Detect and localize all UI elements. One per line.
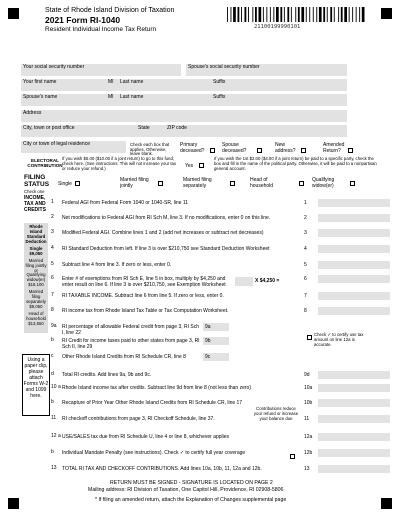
line-4-amount-field[interactable]: [318, 245, 390, 253]
spouse-deceased-label: Spouse deceased?: [222, 142, 247, 154]
line-12a-amount-field[interactable]: [318, 433, 390, 441]
footer-mailing-address: Mailing address: RI Division of Taxation, One Capitol Hill, Providence, RI 02908-5806: [88, 487, 284, 493]
line-5-amount-field[interactable]: [318, 261, 390, 269]
section-label: INCOME, TAX AND CREDITS: [24, 195, 46, 213]
line-text: RI percentage of allowable Federal credit from page 3, RI Sch I, line 22: [62, 324, 200, 336]
line-number: 4: [51, 245, 54, 251]
check-note: Check each box that applies. Otherwise, leave blank.: [130, 142, 170, 157]
coverage-checkbox[interactable]: [290, 454, 295, 459]
address-field[interactable]: Address: [21, 110, 347, 122]
amended-label: Amended Return?: [323, 142, 345, 154]
city-state-zip-row[interactable]: [21, 125, 347, 137]
deduction-separate: Married filing separately $9,050: [26, 289, 46, 310]
corner-marker: [8, 498, 19, 509]
line-ref: 11: [304, 416, 310, 422]
spouse-deceased-checkbox[interactable]: [257, 148, 262, 153]
line-ref: 10a: [304, 385, 313, 391]
footer-amended-note: * If filing an amended return, attach the Explanation of Changes supplemental page: [95, 497, 287, 503]
electoral-yes-label: Yes: [185, 163, 194, 169]
line-text: Individual Mandate Penalty (see instructions). Check ✓ to certify full year coverage: [62, 450, 246, 456]
amended-checkbox[interactable]: [348, 148, 353, 153]
line-ref: 6: [304, 276, 307, 282]
line-text: RI checkoff contributions from page 3, RI Checkoff Schedule, line 37.: [62, 416, 215, 422]
barcode: [227, 7, 367, 22]
line-number: 12 a: [51, 433, 61, 439]
line-number: 10 a: [51, 384, 61, 390]
line-9d-amount-field[interactable]: [318, 371, 390, 379]
new-address-label: New address?: [275, 142, 296, 154]
line-7-amount-field[interactable]: [318, 292, 390, 300]
line-number: b: [51, 399, 54, 405]
use-tax-certify-note: Check ✓ to certify use tax amount on line 12a is accurate.: [314, 332, 364, 347]
corner-marker: [381, 498, 392, 509]
corner-marker: [381, 8, 392, 19]
line-ref: 1: [304, 200, 307, 206]
deduction-hoh: Head of household $13,550: [26, 311, 46, 326]
filing-status-label: FILING STATUS: [24, 174, 50, 188]
line-text: RI TAXABLE INCOME. Subtract line 6 from line 5. If zero or less, enter 0.: [62, 293, 224, 299]
line-number: 7: [51, 292, 54, 298]
primary-deceased-checkbox[interactable]: [210, 148, 215, 153]
suffix-label: Suffix: [213, 79, 226, 85]
line-number: 13: [51, 465, 57, 471]
footer-signature-note: RETURN MUST BE SIGNED - SIGNATURE IS LOCATED ON PAGE 2: [110, 480, 273, 486]
line-13-amount-field[interactable]: [318, 465, 390, 473]
primary-deceased-label: Primary deceased?: [180, 142, 205, 154]
line-ref: 10b: [304, 400, 313, 406]
line-1-amount-field[interactable]: [318, 199, 390, 207]
line-text: RI income tax from Rhode Island Tax Table or Tax Computation Worksheet.: [62, 308, 229, 314]
filing-separate-label: Married filing separately: [183, 177, 212, 189]
line-ref: 9a: [205, 324, 211, 330]
line-ref: 9d: [304, 372, 310, 378]
line-number: 3: [51, 229, 54, 235]
line-ref: 4: [304, 246, 307, 252]
line-ref: 9b: [205, 338, 211, 344]
asterisk-icon: *: [95, 497, 99, 503]
line-number: b: [51, 449, 54, 455]
line-ref: 13: [304, 466, 310, 472]
agency-name: State of Rhode Island Division of Taxation: [45, 7, 175, 14]
line-ref: 8: [304, 308, 307, 314]
standard-deduction-box: [24, 223, 48, 333]
filing-hoh-label: Head of household: [250, 177, 274, 189]
city-label: City, town or post office: [23, 125, 75, 131]
line-3-amount-field[interactable]: [318, 229, 390, 237]
corner-marker: [8, 8, 19, 19]
use-tax-certify-checkbox[interactable]: [307, 335, 312, 340]
line-text: Federal AGI from Federal Form 1040 or 1040-SR, line 11: [62, 200, 189, 206]
line-12b-amount-field[interactable]: [318, 449, 390, 457]
filing-single-label: Single: [58, 181, 72, 187]
line-text: Enter # of exemptions from RI Sch E, line 5 in box, multiply by $4,250 and enter result on line 6. If line 3 is over $210,750, see Exemption Worksheet: [62, 276, 226, 288]
line-text: RI Standard Deduction from left. If line 3 is over $210,750 see Standard Deduction Worksheet: [62, 246, 270, 252]
first-name-label: Your first name: [23, 79, 57, 85]
line-text: Modified Federal AGI. Combine lines 1 and 2 (add net increases or subtract net decreases): [62, 230, 264, 236]
filing-hoh-checkbox[interactable]: [299, 181, 304, 186]
line-ref: 2: [304, 215, 307, 221]
state-label: State: [138, 125, 150, 131]
line-text: USE/SALES tax due from RI Schedule U, line 4 or line 8, whichever applies: [62, 434, 230, 440]
check-one-label: Check one: [24, 189, 45, 194]
spouse-name-label: Spouse's name: [23, 94, 58, 100]
line-text: Total RI credits. Add lines 9a, 9b and 9c.: [62, 372, 152, 378]
line-ref: 12a: [304, 434, 313, 440]
line-ref: 12b: [304, 450, 313, 456]
new-address-checkbox[interactable]: [301, 148, 306, 153]
filing-separate-checkbox[interactable]: [230, 181, 235, 186]
deduction-title: Rhode Island Standard Deduction: [25, 224, 47, 244]
form-title: 2021 Form RI-1040: [45, 15, 121, 25]
last-name-label: Last name: [120, 79, 144, 85]
electoral-yes-checkbox[interactable]: [199, 163, 204, 168]
residence-city-field[interactable]: City or town of legal residence: [21, 141, 126, 153]
filing-single-checkbox[interactable]: [75, 181, 80, 186]
line-number: 9a: [51, 323, 57, 329]
line-ref: 3: [304, 230, 307, 236]
line-text: Subtract line 4 from line 3. If zero or less, enter 0.: [62, 262, 172, 268]
spouse-name-row[interactable]: Spouse's name MI Last name Suffix: [21, 94, 347, 106]
line-text: Net modifications to Federal AGI from RI Sch M, line 3. If no modifications, enter 0 on this line.: [62, 215, 271, 221]
line-text: Recapture of Prior Year Other Rhode Island Credits from RI Schedule CR, line 17: [62, 400, 243, 406]
contribution-note: Contributions reduce your refund or increase your balance due: [253, 406, 299, 421]
name-row[interactable]: [21, 79, 347, 91]
line-number: 5: [51, 261, 54, 267]
line-6-amount-field[interactable]: [318, 275, 390, 283]
line-number: 11: [51, 415, 57, 421]
filing-joint-checkbox[interactable]: [158, 181, 163, 186]
line-2-amount-field[interactable]: [318, 214, 390, 222]
line-ref: 9c: [205, 354, 211, 360]
zip-label: ZIP code: [167, 125, 187, 131]
line-number: 8: [51, 307, 54, 313]
barcode-number: 21100199990101: [254, 24, 301, 30]
line-ref: 7: [304, 293, 307, 299]
line-number: c: [51, 353, 54, 359]
line-10b-amount-field[interactable]: [318, 399, 390, 407]
line-text: RI Credit for income taxes paid to other states from page 3, RI Sch II, line 29: [62, 338, 200, 350]
deduction-single: Single $9,050: [29, 245, 43, 256]
line-number: b: [51, 337, 54, 343]
line-ref: 5: [304, 262, 307, 268]
line-8-amount-field[interactable]: [318, 307, 390, 315]
line-number: d: [51, 371, 54, 377]
line-number: 2: [51, 214, 54, 220]
electoral-left-text: If you wish $5.00 ($10.00 if a joint return) to go to this fund, check here. (See instructions. This will not increase your tax or reduce your refund.): [62, 156, 177, 171]
filing-widow-label: Qualifying widow(er): [312, 177, 335, 189]
mi-label: MI: [108, 79, 114, 85]
line-10a-amount-field[interactable]: [318, 384, 390, 392]
exemption-multiplier: X $4,250 =: [255, 278, 280, 284]
line-text: TOTAL RI TAX AND CHECKOFF CONTRIBUTIONS. Add lines 10a, 10b, 11, 12a and 12b.: [62, 466, 262, 472]
exemptions-count-box[interactable]: [235, 277, 253, 286]
ssn-field[interactable]: Your social security number: [21, 64, 181, 76]
electoral-right-text: If you wish the 1st $2.00 ($4.00 if a joint return) be paid to a specific party, check the box and fill in the name of the political party. Otherwise, it will be paid to a nonpartisan general account.: [214, 156, 377, 171]
form-subtitle: Resident Individual Income Tax Return: [45, 26, 157, 33]
line-11-amount-field[interactable]: [318, 415, 390, 423]
line-text: Rhode Island income tax after credits. Subtract line 9d from line 8 (not less than zero): [62, 385, 251, 391]
filing-joint-label: Married filing jointly: [120, 177, 149, 189]
paperclip-note: Using a paper clip, please attach Forms W-2 and 1099 here.: [22, 354, 50, 416]
line-number: 1: [51, 199, 54, 205]
line-text: Other Rhode Island Credits from RI Schedule CR, line 8: [62, 354, 186, 360]
deduction-married: Married filing jointly or Qualifying widow(er) $18,100: [25, 257, 47, 288]
electoral-label: ELECTORAL CONTRIBUTION: [27, 158, 63, 169]
filing-widow-checkbox[interactable]: [350, 181, 355, 186]
line-number: 6: [51, 275, 54, 281]
spouse-ssn-field[interactable]: Spouse's social security number: [186, 64, 347, 76]
